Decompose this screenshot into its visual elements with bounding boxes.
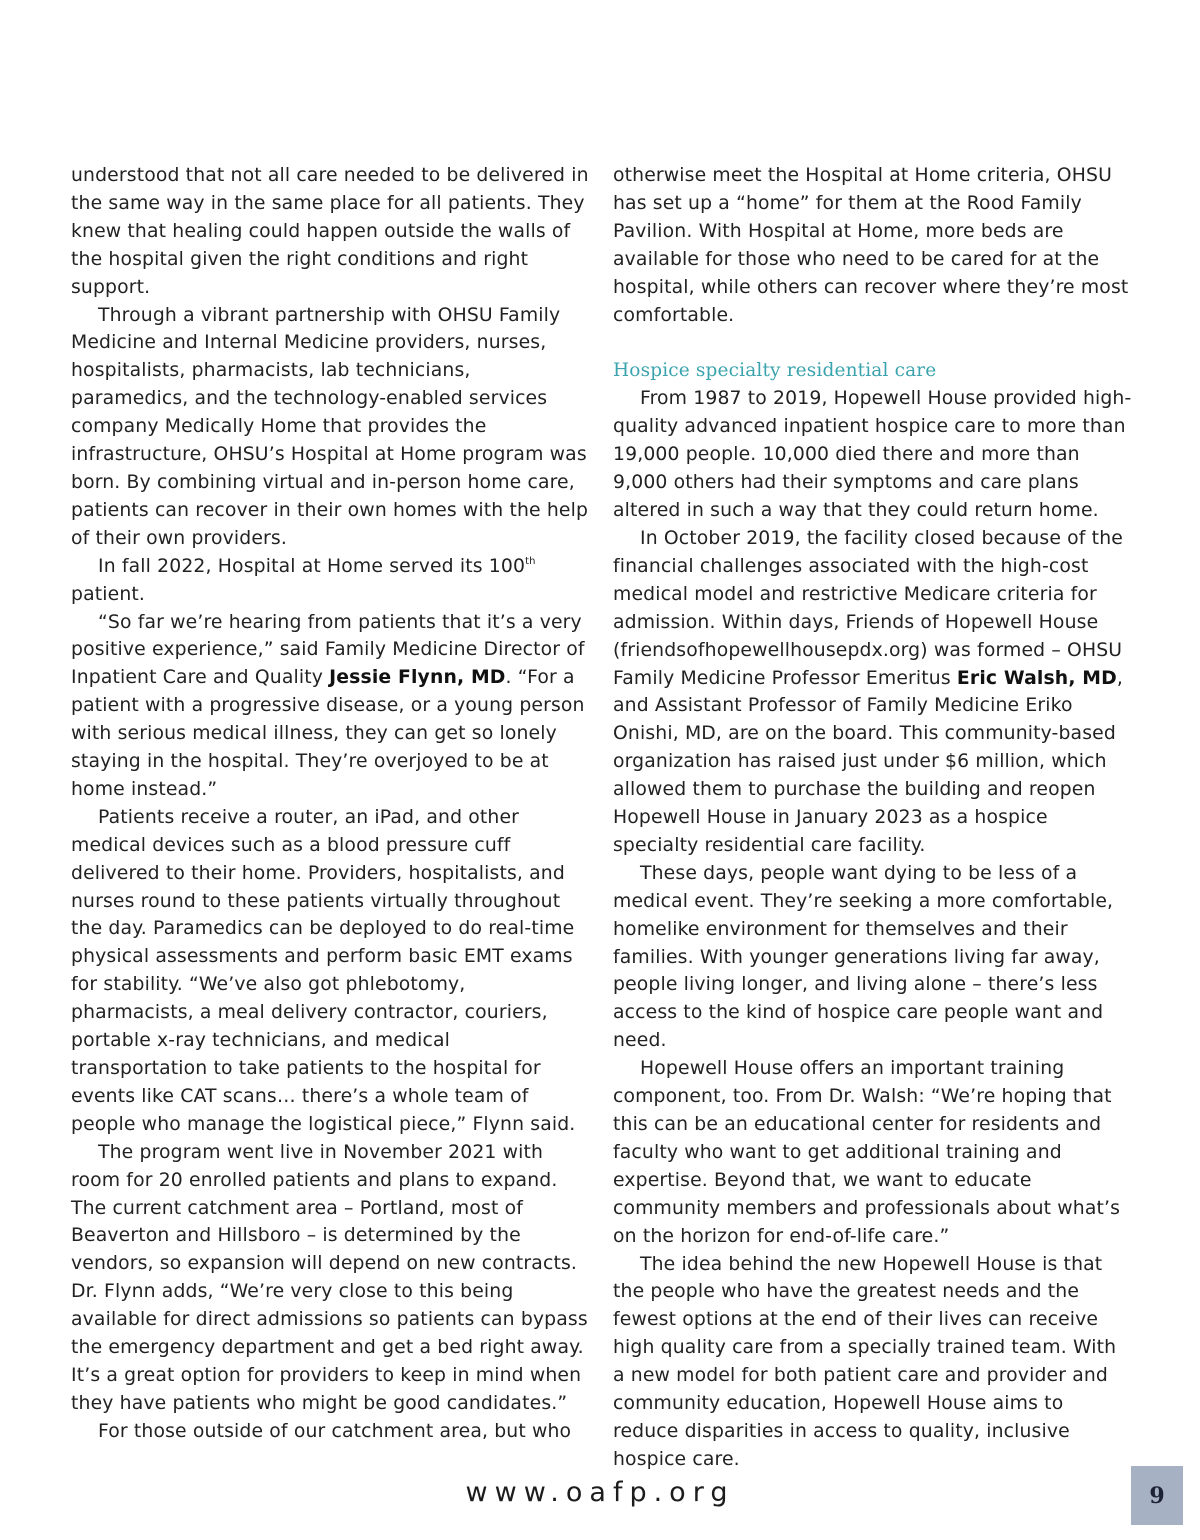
paragraph: otherwise meet the Hospital at Home criteria, OHSU has set up a “home” for them at the Rood Family Pavilion. With Hospital at Home, more beds are available for those who need to be cared for at the hospital, while others can recover where they’re most comfortable. — [613, 165, 1129, 326]
paragraph — [71, 609, 591, 804]
paragraph — [613, 525, 1133, 860]
bold-name: Eric Walsh, MD — [956, 667, 1117, 689]
section-heading: Hospice specialty residential care — [613, 360, 937, 382]
paragraph: Hopewell House offers an important training component, too. From Dr. Walsh: “We’re hoping that this can be an educational center for residents and faculty who want to get additional training and expertise. Beyond that, we want to educate community members and professionals about what’s on the horizon for end-of-life care.” — [613, 1058, 1121, 1247]
paragraph: The idea behind the new Hopewell House is that the people who have the greatest needs and the fewest options at the end of their lives can receive high quality care from a specially trained team. With a new model for both patient care and provider and community education, Hopewell House aims to reduce disparities in access to quality, inclusive hospice care. — [613, 1253, 1117, 1470]
paragraph: understood that not all care needed to be delivered in the same way in the same place for all patients. They knew that healing could happen outside the walls of the hospital given the right conditions and right support. — [71, 165, 589, 298]
left-column — [71, 162, 591, 1446]
footer-url[interactable]: www.oafp.org — [465, 1477, 735, 1508]
text-run: patient. — [71, 583, 146, 605]
paragraph: The program went live in November 2021 with room for 20 enrolled patients and plans to expand. The current catchment area – Portland, most of Beaverton and Hillsboro – is determined by the vendors, so expansion will depend on new contracts. Dr. Flynn adds, “We’re very close to this being available for direct admissions so patients can bypass the emergency department and get a bed right away. It’s a great option for providers to keep in mind when they have patients who might be good candidates.” — [71, 1141, 588, 1414]
text-run: , and Assistant Professor of Family Medicine Eriko Onishi, MD, are on the board. This community-based organization has raised just under $6 million, which allowed them to purchase the building and reopen Hopewell House in January 2023 as a hospice specialty residential care facility. — [613, 667, 1124, 856]
text-run: . “For a patient with a progressive disease, or a young person with serious medical illness, they can get so lonely staying in the hospital. They’re overjoyed to be at home instead.” — [71, 667, 585, 800]
paragraph — [71, 553, 591, 609]
text-run: “So far we’re hearing from patients that it’s a very positive experience,” said Family Medicine Director of Inpatient Care and Quality — [71, 611, 585, 689]
paragraph: Through a vibrant partnership with OHSU Family Medicine and Internal Medicine providers, nurses, hospitalists, pharmacists, lab technicians, paramedics, and the technology-enabled services company Medically Home that provides the infrastructure, OHSU’s Hospital at Home program was born. By combining virtual and in-person home care, patients can recover in their own homes with the help of their own providers. — [71, 304, 589, 549]
text-run: In October 2019, the facility closed because of the financial challenges associated with the high-cost medical model and restrictive Medicare criteria for admission. Within days, Friends of Hopewell House (friendsofhopewellhousepdx.org) was formed – OHSU Family Medicine Professor Emeritus — [613, 527, 1123, 689]
right-column — [613, 162, 1133, 1474]
paragraph: These days, people want dying to be less of a medical event. They’re seeking a more comfortable, homelike environment for themselves and their families. With younger generations living far away, people living longer, and living alone – there’s less access to the kind of hospice care people want and need. — [613, 862, 1114, 1052]
paragraph: For those outside of our catchment area, but who — [98, 1420, 572, 1442]
bold-name: Jessie Flynn, MD — [329, 667, 506, 689]
paragraph: Patients receive a router, an iPad, and other medical devices such as a blood pressure cuff delivered to their home. Providers, hospitalists, and nurses round to these patients virtually throughout the day. Paramedics can be deployed to do real-time physical assessments and perform basic EMT exams for stability. “We’ve also got phlebotomy, pharmacists, a meal delivery contractor, couriers, portable x-ray technicians, and medical transportation to take patients to the hospital for events like CAT scans… there’s a whole team of people who manage the logistical piece,” Flynn said. — [71, 806, 576, 1135]
page-number: 9 — [1149, 1482, 1165, 1509]
superscript: th — [525, 555, 536, 567]
text-run: In fall 2022, Hospital at Home served its 100 — [98, 555, 526, 577]
page-number-box — [1131, 1466, 1183, 1525]
paragraph: From 1987 to 2019, Hopewell House provided high-quality advanced inpatient hospice care to more than 19,000 people. 10,000 died there and more than 9,000 others had their symptoms and care plans altered in such a way that they could return home. — [613, 388, 1132, 522]
